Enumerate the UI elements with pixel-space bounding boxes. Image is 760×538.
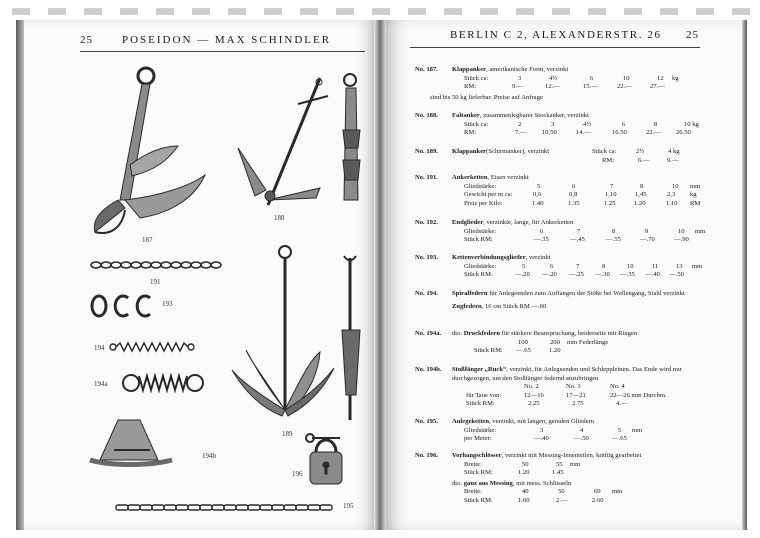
- price-row: Stück RM: —.35 —.45 —.55 —.70 —.90: [464, 236, 689, 244]
- entry-title: Anlegeketten: [452, 418, 489, 425]
- entry-title: Druckfedern: [463, 330, 500, 337]
- entry-title: Faltanker: [452, 112, 480, 119]
- entry-number: No. 195.: [415, 418, 438, 425]
- entry-note: sind bis 50 kg lieferbar. Preise auf Anfrage: [430, 93, 543, 101]
- price-row: Stück RM: 2.25 2.75 4.—: [466, 400, 628, 408]
- entry-title: Vorhangschlösser: [452, 452, 502, 459]
- entry-description: , Eisen verzinkt: [487, 174, 529, 181]
- padlock-196-illustration: [306, 434, 342, 484]
- figure-label-189: 189: [282, 430, 293, 438]
- entry-description: , zusammenlegbarer Stockanker, verzinkt: [479, 112, 589, 119]
- chain-191-illustration: [91, 262, 221, 268]
- anchor-189-illustration: [232, 246, 334, 416]
- figure-label-194a: 194a: [94, 380, 108, 388]
- figure-label-188: 188: [274, 214, 285, 222]
- entry-subtitle-description: , mit mess. Schlüsseln: [512, 479, 572, 487]
- price-row: RM: 9.— 12.— 15.— 22.— 27.—: [464, 83, 665, 91]
- figure-label-191: 191: [150, 278, 161, 286]
- entry-title: Kettenverbindungsglieder: [452, 254, 526, 261]
- left-page-header: POSEIDON — MAX SCHINDLER: [122, 34, 332, 46]
- entry-number: No. 194.: [415, 290, 438, 297]
- entry-subtitle-price: , 16 cm Stück RM —.60: [481, 302, 547, 310]
- price-row: Stück RM: —.20 —.20 —.25 —.30 —.35 —.40 —.50: [464, 271, 684, 279]
- price-row: 100 200 mm Federlänge: [518, 338, 609, 346]
- price-row: Gliedstärke: 6 7 8 9 10 mm: [464, 227, 706, 235]
- price-row: Gewicht per m ca: 0,6 0,8 1,10 1,45 2,3 kg: [464, 191, 697, 199]
- entry-title: Spiralfedern: [452, 290, 488, 297]
- price-row: Gliedstärke: 5 6 7 8 10 mm: [464, 182, 701, 190]
- price-row: Stück ca: 2 3 4½ 6 8 10 kg: [464, 120, 699, 128]
- price-row: Stück RM: —.65 1.20: [474, 347, 561, 355]
- anchor-188-illustration: [238, 78, 328, 205]
- entry-number: No. 187.: [415, 66, 438, 73]
- entry-title: Endglieder: [452, 219, 484, 226]
- spring-194a-illustration: [123, 375, 203, 391]
- anchor-188b-illustration: [343, 74, 360, 200]
- entry-number: No. 191.: [415, 174, 438, 181]
- anchor-187-illustration: [94, 68, 205, 233]
- entry-description: , verzinkt, mit langen, geraden Gliedern: [489, 418, 595, 425]
- entry-number: No. 194a.: [415, 330, 442, 337]
- price-row: No. 2 No. 3 No. 4: [524, 383, 625, 391]
- left-page-number: 25: [80, 34, 93, 46]
- entry-description: für Anlegeenden zum Auffangen der Stöße bei Wellengang, Stahl verzinkt: [487, 290, 685, 297]
- price-row: Breite: 50 55 mm: [464, 460, 581, 468]
- links-193-illustration: [92, 296, 150, 316]
- price-row: für Taue von: 12—16 17—21 22—26 mm Durchm.: [466, 391, 667, 399]
- entry-title: Ankerketten: [452, 174, 488, 181]
- entry-number: No. 194b.: [415, 366, 442, 373]
- price-row: Klappanker (Schirmanker), verzinkt Stück ca: 2½ 4 kg: [452, 148, 680, 155]
- price-row: RM: 6.— 9.—: [602, 156, 679, 164]
- price-row: per Meter: —.40 —.50 —.65: [464, 435, 627, 443]
- figure-label-194: 194: [94, 344, 105, 352]
- figure-label-196: 196: [292, 470, 303, 478]
- figure-label-193: 193: [162, 300, 173, 308]
- entry-subtitle: ganz aus Messing: [463, 479, 513, 487]
- entry-description: , verzinkte, lange, für Ankerketten: [483, 219, 574, 226]
- figure-label-187: 187: [142, 236, 153, 244]
- price-row: Stück ca: 3 4½ 6 10 12 kg: [464, 74, 679, 82]
- spring-194-illustration: [110, 343, 194, 351]
- price-row: Gliedstärke: 3 4 5 mm: [464, 426, 643, 434]
- entry-number: No. 189.: [415, 148, 438, 155]
- entry-description: für stärkere Beanspruchung, beiderseits mit Ringen: [500, 330, 638, 337]
- price-row: Stück RM: 1.60 2.— 2.60: [464, 496, 604, 504]
- entry-title: Klappanker: [452, 66, 487, 73]
- chain-195-illustration: [116, 505, 332, 510]
- shock-absorber-194b-illustration: [90, 420, 172, 465]
- right-page-number: 25: [686, 29, 699, 41]
- anchor-189b-illustration: [342, 256, 360, 420]
- entry-title: Stoßfänger „Ruck“: [452, 366, 507, 373]
- right-page-header: BERLIN C 2, ALEXANDERSTR. 26: [450, 29, 662, 41]
- entry-description: , amerikanische Form, verzinkt: [486, 66, 569, 73]
- figure-label-194b: 194b: [202, 452, 216, 460]
- figure-label-195: 195: [343, 502, 354, 510]
- entry-number: No. 196.: [415, 452, 438, 459]
- price-row: Preis per Kilo: 1.40 1.35 1.25 1.20 1.10 RM: [464, 199, 701, 207]
- entry-number: No. 192.: [415, 219, 438, 226]
- price-row: Breite: 40 50 60 mm: [464, 488, 623, 496]
- entry-subtitle: Zugfedern: [452, 302, 482, 310]
- entry-number: No. 193.: [415, 254, 438, 261]
- price-row: RM: 7.— 10.50 14.— 16.50 22.— 26.50: [464, 129, 691, 137]
- price-row: Gliedstärke: 5 6 7 8 10 11 13 mm: [464, 262, 703, 270]
- entry-description: , verzinkt mit Messing-Innenteilen, kräftig gearbeitet: [501, 452, 642, 459]
- entry-description: , verzinkt: [525, 254, 551, 261]
- price-row: Stück RM: 1.20 1.45: [464, 469, 564, 477]
- entry-number: No. 188.: [415, 112, 438, 119]
- entry-description: , verzinkt, für Anlegeenden und Schleppleinen. Das Ende wird nur durchgezogen, um den Stoßfänger federnd anzubringen: [452, 366, 682, 382]
